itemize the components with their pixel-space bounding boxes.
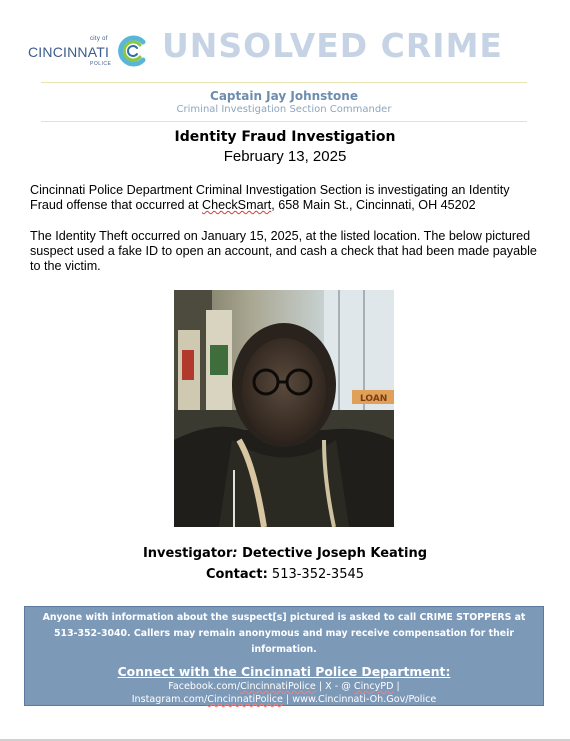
facebook-prefix[interactable]: Facebook.com/ <box>168 681 241 692</box>
investigator-label: Investigator <box>142 546 233 561</box>
header <box>28 26 528 78</box>
instagram-prefix[interactable]: Instagram.com/ <box>131 694 208 705</box>
photo-sign-text: LOAN <box>360 394 388 404</box>
contact-label: Contact: <box>205 567 268 582</box>
facebook-handle[interactable]: CincinnatiPolice <box>240 681 316 692</box>
x-handle[interactable]: CincyPD <box>353 681 394 692</box>
city-c-logo-icon <box>116 34 150 68</box>
logo-city-of: city of <box>90 36 108 42</box>
paragraph-details: The Identity Theft occurred on January 15, 2025, at the listed location. The below pictured suspect used a fake ID to open an account, and cash a check that had been made payable to the victim. <box>30 229 537 273</box>
suspect-photo <box>174 290 394 527</box>
paragraph-offense-part2: , 658 Main St., Cincinnati, OH 45202 <box>271 198 476 212</box>
investigator-line <box>0 546 570 561</box>
investigator-name: Detective Joseph Keating <box>242 546 428 561</box>
business-name: CheckSmart <box>201 198 272 212</box>
instagram-handle[interactable]: CincinnatiPolice <box>207 694 283 705</box>
investigator-colon: : <box>232 546 243 561</box>
separator: | <box>393 681 400 692</box>
divider-top <box>41 82 527 83</box>
connect-heading[interactable]: Connect with the Cincinnati Police Department: <box>117 664 451 679</box>
unsolved-crime-banner: UNSOLVED CRIME <box>162 26 503 65</box>
contact-phone: 513-352-3545 <box>267 567 365 582</box>
contact-line <box>0 567 570 582</box>
notice-title: Identity Fraud Investigation <box>174 129 396 145</box>
x-label: | X - @ <box>315 681 354 692</box>
cincinnati-police-logo <box>28 34 153 74</box>
paragraph-offense <box>30 183 540 213</box>
website-link[interactable]: | www.Cincinnati-Oh.Gov/Police <box>282 694 437 705</box>
logo-cincinnati: CINCINNATI <box>28 44 110 60</box>
crime-stoppers-message: Anyone with information about the suspect[s] pictured is asked to call CRIME STOPPERS at 513-352-3040. Callers may remain anonymous and may receive compensation for their information. <box>42 612 526 655</box>
social-links <box>25 680 543 706</box>
notice-date: February 13, 2025 <box>223 148 347 165</box>
logo-police: POLICE <box>90 61 112 67</box>
crime-stoppers-box <box>24 606 544 706</box>
divider-bottom <box>41 121 527 122</box>
paragraph-offense-part1: Cincinnati Police Department Criminal Investigation Section is investigating an Identity Fraud offense that occurred at <box>30 183 510 212</box>
commander-title: Criminal Investigation Section Commander <box>176 104 392 115</box>
commander-name: Captain Jay Johnstone <box>210 89 358 103</box>
